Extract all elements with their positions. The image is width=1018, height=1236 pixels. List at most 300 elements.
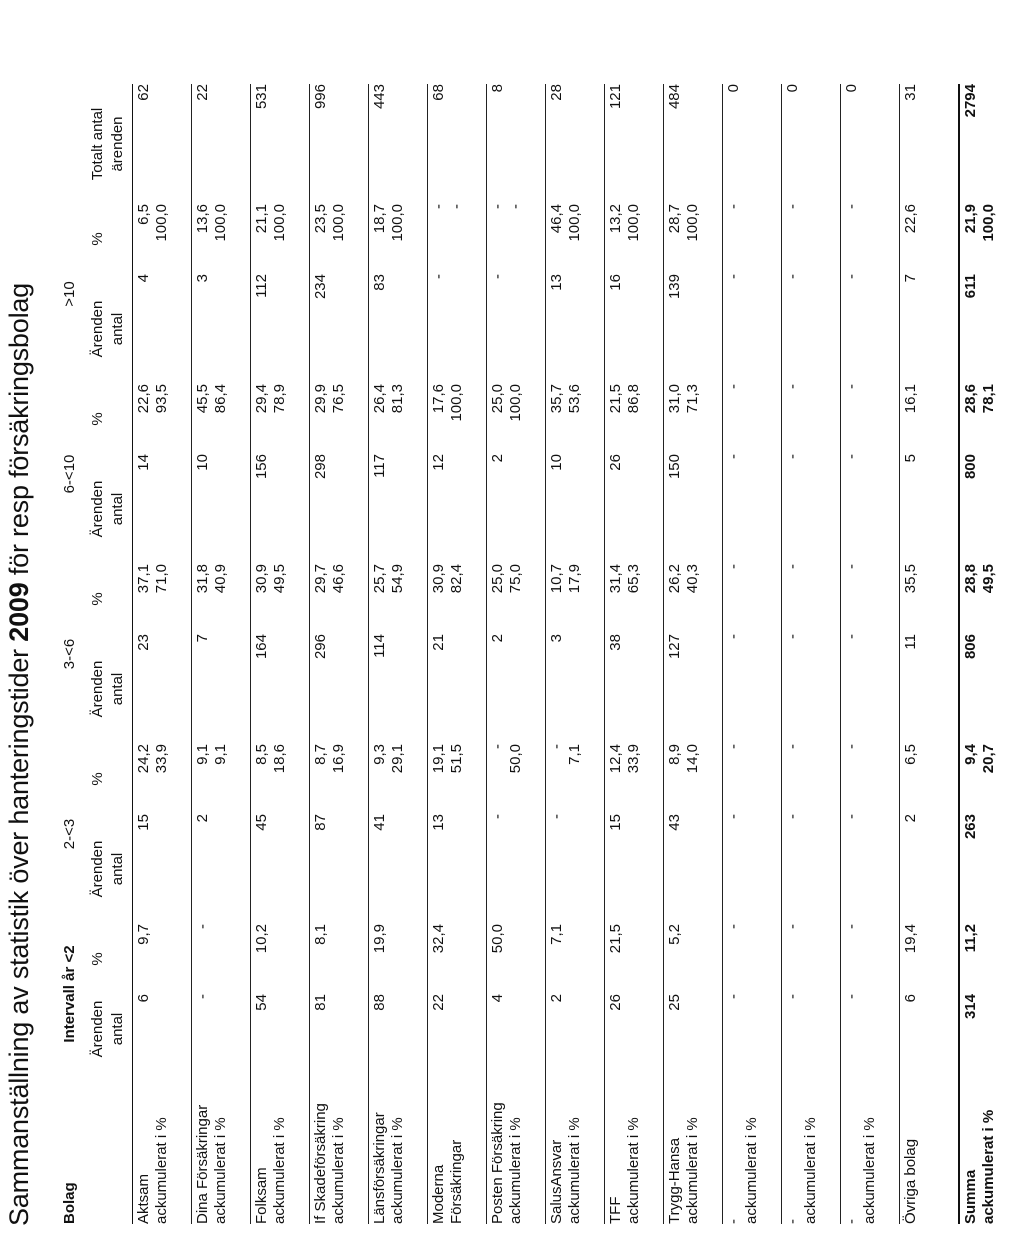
header-pct-label: %	[88, 384, 133, 454]
header-count-line1: Ärenden	[89, 840, 106, 898]
title-suffix: för resp försäkringsbolag	[4, 283, 34, 583]
cumulative-pct-value: -	[448, 204, 465, 209]
company-cell	[546, 1064, 605, 1224]
pct-value: -	[784, 744, 801, 749]
cumulative-pct-value: 100,0	[507, 384, 524, 422]
company-name: TFF	[607, 1196, 624, 1224]
table-row	[251, 84, 310, 1224]
pct-value: 50,0	[489, 924, 506, 954]
company-cell	[664, 1064, 723, 1224]
pct-cell	[841, 744, 900, 814]
pct-cell	[251, 744, 310, 814]
count-cell: -	[841, 274, 900, 384]
pct-cell	[487, 204, 546, 274]
count-cell: 54	[251, 994, 310, 1064]
pct-cell	[664, 564, 723, 634]
header-count-line1: Ärenden	[89, 480, 106, 538]
pct-cell	[428, 384, 487, 454]
cumulative-pct-value	[566, 924, 584, 994]
cumulative-pct-value	[920, 384, 938, 454]
count-cell: 150	[664, 454, 723, 564]
pct-cell	[546, 924, 605, 994]
count-cell: 25	[664, 994, 723, 1064]
count-cell: 13	[546, 274, 605, 384]
cumulative-pct-value	[861, 204, 879, 274]
cumulative-pct-value: 14,0	[684, 744, 701, 774]
count-cell: 3	[546, 634, 605, 744]
cumulative-pct-value	[861, 924, 879, 994]
header-count-line1: Ärenden	[89, 660, 106, 718]
pct-cell	[841, 204, 900, 274]
cumulative-pct-value	[920, 204, 938, 274]
pct-cell	[959, 384, 1018, 454]
company-name: Länsförsäkringar	[371, 1112, 388, 1224]
pct-value: -	[725, 564, 742, 569]
header-count-label	[88, 274, 133, 384]
company-name: Dina Försäkringar	[194, 1104, 211, 1224]
cumulative-pct-value: 100,0	[625, 204, 642, 242]
header-total-line2: ärenden	[109, 116, 126, 172]
pct-value: -	[843, 564, 860, 569]
company-sub-label: ackumulerat i %	[271, 1117, 288, 1224]
table-row	[310, 84, 369, 1224]
company-cell	[605, 1064, 664, 1224]
cumulative-pct-value: -	[507, 204, 524, 209]
total-cell: 31	[900, 84, 960, 204]
title-prefix: Sammanställning av statistik över hanteringstider	[4, 641, 34, 1226]
pct-value: 25,7	[371, 564, 388, 594]
pct-value: 19,9	[371, 924, 388, 954]
cumulative-pct-value	[802, 384, 820, 454]
company-name: Posten Försäkring	[489, 1102, 506, 1224]
count-cell: -	[841, 454, 900, 564]
pct-value: 29,7	[312, 564, 329, 594]
cumulative-pct-value	[802, 924, 820, 994]
pct-cell	[664, 744, 723, 814]
pct-value: 13,6	[194, 204, 211, 234]
count-cell: 87	[310, 814, 369, 924]
cumulative-pct-value: 100,0	[271, 204, 288, 242]
pct-value: 8,5	[253, 744, 270, 765]
count-cell: 156	[251, 454, 310, 564]
count-cell: 12	[428, 454, 487, 564]
pct-value: -	[784, 384, 801, 389]
pct-value: 21,5	[607, 924, 624, 954]
count-cell: -	[841, 634, 900, 744]
total-cell: 2794	[959, 84, 1018, 204]
cumulative-pct-value	[861, 384, 879, 454]
cumulative-pct-value: 86,4	[212, 384, 229, 414]
company-sub-label: Försäkringar	[448, 1139, 465, 1224]
pct-cell	[428, 204, 487, 274]
cumulative-pct-value: 20,7	[980, 744, 997, 774]
pct-value: 35,5	[902, 564, 919, 594]
pct-value: 24,2	[135, 744, 152, 774]
company-cell	[782, 1064, 841, 1224]
pct-value: 29,9	[312, 384, 329, 414]
pct-value: 45,5	[194, 384, 211, 414]
company-sub-label: ackumulerat i %	[507, 1117, 524, 1224]
count-cell: 164	[251, 634, 310, 744]
company-cell	[192, 1064, 251, 1224]
cumulative-pct-value: 40,9	[212, 564, 229, 594]
header-pct-label: %	[88, 744, 133, 814]
pct-cell	[841, 924, 900, 994]
company-sub-label: ackumulerat i %	[625, 1117, 642, 1224]
pct-cell	[900, 564, 960, 634]
count-cell: 117	[369, 454, 428, 564]
pct-cell	[133, 924, 192, 994]
pct-value: 29,4	[253, 384, 270, 414]
count-cell: 611	[959, 274, 1018, 384]
pct-cell	[841, 564, 900, 634]
pct-cell	[369, 924, 428, 994]
table-row	[841, 84, 900, 1224]
company-name: Trygg-Hansa	[666, 1137, 683, 1224]
pct-value: 22,6	[902, 204, 919, 234]
pct-cell	[546, 384, 605, 454]
count-cell: 314	[959, 994, 1018, 1064]
company-sub-label: ackumulerat i %	[684, 1117, 701, 1224]
total-cell: 0	[841, 84, 900, 204]
company-cell	[841, 1064, 900, 1224]
statistics-table	[60, 84, 1018, 1224]
pct-value: -	[843, 204, 860, 209]
count-cell: 15	[133, 814, 192, 924]
cumulative-pct-value: 49,5	[271, 564, 288, 594]
count-cell: -	[782, 274, 841, 384]
cumulative-pct-value: 93,5	[153, 384, 170, 414]
pct-value: 10,7	[548, 564, 565, 594]
pct-cell	[487, 384, 546, 454]
pct-cell	[782, 744, 841, 814]
pct-value: -	[430, 204, 447, 209]
pct-cell	[959, 744, 1018, 814]
pct-cell	[487, 744, 546, 814]
pct-value: 9,4	[962, 744, 979, 765]
cumulative-pct-value	[684, 924, 702, 994]
company-sub-label: ackumulerat i %	[861, 1117, 878, 1224]
pct-value: 7,1	[548, 924, 565, 945]
company-cell	[133, 1064, 192, 1224]
header-spacer	[60, 84, 88, 204]
cumulative-pct-value: 7,1	[566, 744, 583, 765]
header-count-label	[88, 634, 133, 744]
company-name: -	[784, 1219, 801, 1224]
pct-cell	[192, 564, 251, 634]
cumulative-pct-value	[507, 924, 525, 994]
cumulative-pct-value: 100,0	[448, 384, 465, 422]
pct-value: 8,7	[312, 744, 329, 765]
header-bolag: Bolag	[61, 1182, 78, 1224]
pct-value: -	[725, 744, 742, 749]
cumulative-pct-value: 53,6	[566, 384, 583, 414]
pct-cell	[369, 384, 428, 454]
cumulative-pct-value	[212, 924, 230, 994]
company-cell	[310, 1064, 369, 1224]
company-sub-label: ackumulerat i %	[743, 1117, 760, 1224]
pct-value: 17,6	[430, 384, 447, 414]
total-cell: 0	[723, 84, 782, 204]
pct-value: 21,5	[607, 384, 624, 414]
count-cell: 7	[900, 274, 960, 384]
total-cell: 121	[605, 84, 664, 204]
header-count-line2: antal	[109, 492, 126, 526]
count-cell: 26	[605, 994, 664, 1064]
company-name: Summa	[962, 1169, 979, 1224]
cumulative-pct-value: 33,9	[153, 744, 170, 774]
count-cell: 16	[605, 274, 664, 384]
pct-value: 35,7	[548, 384, 565, 414]
pct-cell	[251, 564, 310, 634]
pct-cell	[723, 204, 782, 274]
table-row	[487, 84, 546, 1224]
cumulative-pct-value	[920, 744, 938, 814]
pct-cell	[428, 924, 487, 994]
count-cell: -	[723, 274, 782, 384]
cumulative-pct-value: 78,9	[271, 384, 288, 414]
total-cell: 68	[428, 84, 487, 204]
header-pct-label: %	[88, 564, 133, 634]
header-count-line1: Ärenden	[89, 300, 106, 358]
count-cell: 13	[428, 814, 487, 924]
company-name: SalusAnsvar	[548, 1139, 565, 1224]
count-cell: -	[841, 994, 900, 1064]
pct-cell	[605, 924, 664, 994]
pct-value: -	[843, 384, 860, 389]
total-cell: 8	[487, 84, 546, 204]
cumulative-pct-value	[802, 744, 820, 814]
pct-value: 10,2	[253, 924, 270, 954]
company-sub-label: ackumulerat i %	[330, 1117, 347, 1224]
header-pct-label: %	[88, 924, 133, 994]
cumulative-pct-value	[802, 204, 820, 274]
count-cell: 41	[369, 814, 428, 924]
pct-cell	[605, 564, 664, 634]
cumulative-pct-value	[743, 564, 761, 634]
pct-cell	[664, 204, 723, 274]
pct-value: 16,1	[902, 384, 919, 414]
count-cell: 5	[900, 454, 960, 564]
pct-cell	[723, 384, 782, 454]
company-cell	[900, 1064, 960, 1224]
count-cell: -	[723, 454, 782, 564]
cumulative-pct-value: 81,3	[389, 384, 406, 414]
title-year: 2009	[4, 582, 34, 642]
count-cell: 296	[310, 634, 369, 744]
cumulative-pct-value	[743, 384, 761, 454]
company-name: -	[843, 1219, 860, 1224]
count-cell: 2	[192, 814, 251, 924]
cumulative-pct-value	[920, 924, 938, 994]
pct-cell	[605, 744, 664, 814]
pct-value: -	[489, 744, 506, 749]
count-cell: 43	[664, 814, 723, 924]
count-cell: -	[782, 814, 841, 924]
count-cell: -	[841, 814, 900, 924]
count-cell: 112	[251, 274, 310, 384]
pct-cell	[428, 564, 487, 634]
table-row	[192, 84, 251, 1224]
count-cell: 21	[428, 634, 487, 744]
pct-cell	[487, 924, 546, 994]
pct-value: -	[843, 924, 860, 929]
pct-cell	[133, 384, 192, 454]
cumulative-pct-value	[743, 924, 761, 994]
cumulative-pct-value: 71,3	[684, 384, 701, 414]
header-count-label	[88, 994, 133, 1064]
cumulative-pct-value	[153, 924, 171, 994]
pct-value: 26,4	[371, 384, 388, 414]
count-cell: -	[487, 814, 546, 924]
cumulative-pct-value: 49,5	[980, 564, 997, 594]
pct-value: -	[725, 384, 742, 389]
cumulative-pct-value: 100,0	[684, 204, 701, 242]
cumulative-pct-value: 51,5	[448, 744, 465, 774]
company-name: -	[725, 1219, 742, 1224]
cumulative-pct-value	[448, 924, 466, 994]
company-sub-label: ackumulerat i %	[212, 1117, 229, 1224]
company-name: Övriga bolag	[902, 1138, 919, 1224]
cumulative-pct-value	[980, 924, 998, 994]
table-row	[546, 84, 605, 1224]
cumulative-pct-value: 46,6	[330, 564, 347, 594]
company-sub-label: ackumulerat i %	[980, 1109, 997, 1224]
page-title	[4, 283, 35, 1226]
pct-cell	[782, 204, 841, 274]
count-cell: 7	[192, 634, 251, 744]
summary-row	[959, 84, 1018, 1224]
pct-cell	[487, 564, 546, 634]
pct-value: 6,5	[902, 744, 919, 765]
pct-cell	[251, 204, 310, 274]
cumulative-pct-value	[743, 744, 761, 814]
pct-value: 25,0	[489, 564, 506, 594]
cumulative-pct-value: 78,1	[980, 384, 997, 414]
company-cell	[723, 1064, 782, 1224]
pct-value: 32,4	[430, 924, 447, 954]
total-cell: 22	[192, 84, 251, 204]
cumulative-pct-value: 100,0	[566, 204, 583, 242]
cumulative-pct-value: 9,1	[212, 744, 229, 765]
cumulative-pct-value	[920, 564, 938, 634]
pct-value: 11,2	[962, 924, 979, 953]
header-pct-label: %	[88, 204, 133, 274]
pct-cell	[133, 204, 192, 274]
count-cell: 38	[605, 634, 664, 744]
table-row	[900, 84, 960, 1224]
table-row	[723, 84, 782, 1224]
pct-value: 5,2	[666, 924, 683, 945]
header-interval-3: 6-<10	[61, 454, 78, 494]
company-name: Moderna	[430, 1164, 447, 1224]
pct-cell	[192, 744, 251, 814]
cumulative-pct-value: 65,3	[625, 564, 642, 594]
pct-value: 9,7	[135, 924, 152, 945]
pct-value: 19,4	[902, 924, 919, 954]
cumulative-pct-value: 17,9	[566, 564, 583, 594]
count-cell: 15	[605, 814, 664, 924]
count-cell: 23	[133, 634, 192, 744]
pct-value: 9,1	[194, 744, 211, 765]
pct-value: -	[843, 744, 860, 749]
header-interval-1: 2-<3	[61, 818, 78, 850]
count-cell: 22	[428, 994, 487, 1064]
pct-cell	[546, 564, 605, 634]
pct-cell	[310, 744, 369, 814]
table-row	[782, 84, 841, 1224]
pct-value: 28,7	[666, 204, 683, 234]
total-cell: 443	[369, 84, 428, 204]
pct-value: -	[489, 204, 506, 209]
cumulative-pct-value: 33,9	[625, 744, 642, 774]
pct-cell	[723, 564, 782, 634]
company-name: Aktsam	[135, 1173, 152, 1224]
count-cell: -	[782, 454, 841, 564]
pct-value: 6,5	[135, 204, 152, 225]
company-sub-label: ackumulerat i %	[802, 1117, 819, 1224]
pct-cell	[428, 744, 487, 814]
count-cell: -	[782, 634, 841, 744]
count-cell: 4	[487, 994, 546, 1064]
count-cell: 10	[192, 454, 251, 564]
pct-value: 31,0	[666, 384, 683, 414]
pct-value: 8,1	[312, 924, 329, 945]
pct-value: -	[784, 204, 801, 209]
company-sub-label: ackumulerat i %	[153, 1117, 170, 1224]
cumulative-pct-value	[271, 924, 289, 994]
count-cell: 114	[369, 634, 428, 744]
pct-cell	[664, 924, 723, 994]
cumulative-pct-value: 100,0	[330, 204, 347, 242]
count-cell: 81	[310, 994, 369, 1064]
pct-cell	[900, 744, 960, 814]
count-cell: 234	[310, 274, 369, 384]
pct-cell	[605, 204, 664, 274]
table-row	[664, 84, 723, 1224]
count-cell: 4	[133, 274, 192, 384]
pct-value: 28,8	[962, 564, 979, 594]
count-cell: -	[546, 814, 605, 924]
pct-cell	[723, 924, 782, 994]
cumulative-pct-value: 29,1	[389, 744, 406, 774]
pct-value: -	[784, 564, 801, 569]
total-cell: 62	[133, 84, 192, 204]
pct-cell	[369, 744, 428, 814]
pct-cell	[782, 924, 841, 994]
cumulative-pct-value: 76,5	[330, 384, 347, 414]
count-cell: 6	[133, 994, 192, 1064]
pct-cell	[900, 924, 960, 994]
pct-cell	[900, 384, 960, 454]
count-cell: 139	[664, 274, 723, 384]
pct-value: 19,1	[430, 744, 447, 774]
pct-cell	[605, 384, 664, 454]
pct-value: 22,6	[135, 384, 152, 414]
pct-value: 12,4	[607, 744, 624, 774]
count-cell: 263	[959, 814, 1018, 924]
pct-cell	[192, 924, 251, 994]
header-count-label	[88, 814, 133, 924]
company-name: Folksam	[253, 1167, 270, 1224]
pct-value: 23,5	[312, 204, 329, 234]
company-cell	[369, 1064, 428, 1224]
header-count-line2: antal	[109, 1012, 126, 1046]
pct-value: 25,0	[489, 384, 506, 414]
count-cell: 2	[546, 994, 605, 1064]
pct-cell	[546, 204, 605, 274]
cumulative-pct-value: 18,6	[271, 744, 288, 774]
